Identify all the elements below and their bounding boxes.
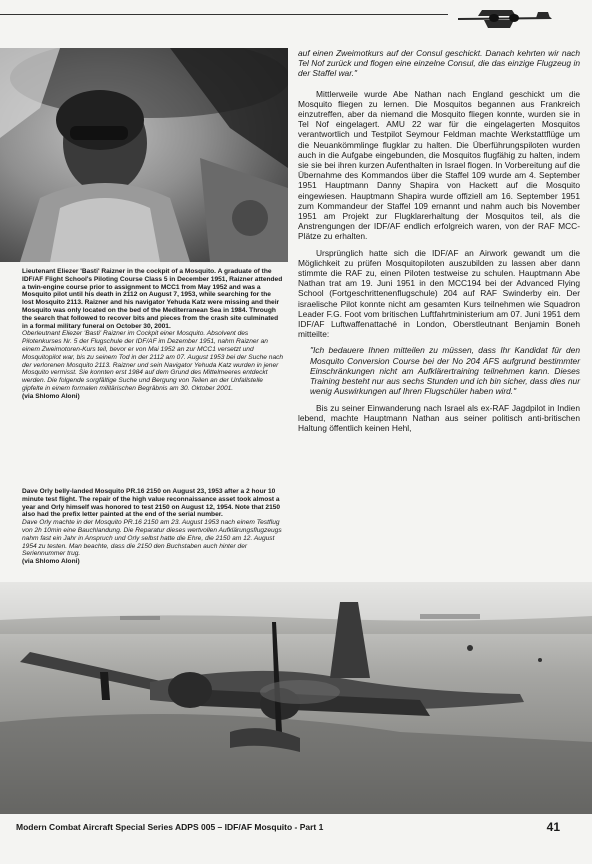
cockpit-portrait-photo bbox=[0, 48, 288, 262]
mosquito-silhouette-icon bbox=[454, 2, 556, 34]
photo-credit: (via Shlomo Aloni) bbox=[22, 558, 80, 566]
article-paragraph: Mittlerweile wurde Abe Nathan nach England geschickt um die Mosquito fliegen zu lernen. Die Mosquitos begannen aus Frankreich einzutreffen, aber da niemand die Mosquito fliegen konnte, wurden sie in Tel Nof eingelagert. AMU 22 war für die eingelagerten Mosquitos verantwortlich und Testpilot Seymour Feldman machte Werkstattflüge um die Neuankömmlinge flugklar zu halten. Die Überführungspiloten wurden auch in die Aufgabe eingebunden, die Mosquitos flugfähig zu halten, indem sie sie bei ihren kurzen Aufenthalten in Israel flogen. In Vorbereitung auf die Übernahme des Kommandos über die Staffel 109 wurde am 4. September 1951 Hauptmann Danny Shapira von Hackett auf die Mosquito eingewiesen. Hauptmann Shapira wurde offiziell am 16. September 1951 zum Kommandeur der Staffel 109 ernannt und nahm auch bis November 1951 am Projekt zur Flugklarerhaltung der Mosquitos teil, als die Anstrengungen der IDF/AF endlich erfolgreich waren, von der RAF MCC-Plätze zu erhalten. bbox=[298, 88, 580, 242]
article-text-column bbox=[298, 48, 580, 439]
caption-english: Dave Orly belly-landed Mosquito PR.16 2150 on August 23, 1953 after a 2 hour 10 minute test flight. The repair of the high value reconnaissance asset took almost a year and Orly himself was honored to test 2150 on August 12, 1954. Note that 2150 also had the prefix letter painted at the end of the serial number. bbox=[22, 488, 281, 519]
series-footer-title: Modern Combat Aircraft Special Series ADPS 005 – IDF/AF Mosquito - Part 1 bbox=[16, 822, 324, 832]
article-paragraph: Ursprünglich hatte sich die IDF/AF an Airwork gewandt um die Möglichkeit zu prüfen Mosquitopiloten auszubilden zu lassen aber dann stimmte die RAF zu, einen Piloten testweise zu schulen. Hauptmann Abe Nathan trat am 19. Juni 1951 in den MCC194 bei der Advanced Flying School (Fortgeschrittenenflugschule) 204 auf RAF Swinderby ein. Der israelische Pilot konnte nicht am gesamten Kurs teilnehmen wie Squadron Leader F.G. Foot vom britischen Luftfahrtministerium am 07. Juni 1951 dem IDF/AF Luftwaffenattaché in London, Oberstleutnant Benjamin Boneh mitteilte: bbox=[298, 247, 580, 340]
article-paragraph: Bis zu seiner Einwanderung nach Israel als ex-RAF Jagdpilot in Indien lebend, machte Hauptmann Nathan aus seiner politisch anti-britischen Haltung öffentlich keinen Hehl, bbox=[298, 402, 580, 433]
caption-english: Lieutenant Eliezer 'Basti' Raizner in the cockpit of a Mosquito. A graduate of the IDF/AF Flight School's Piloting Course Class 5 in December 1951, Raizner attended a twin-engine course prior to assignment to MCC1 from May 1952 and was a Mosquito pilot until his death in 2112 on August 7, 1953, while searching for the lost Mosquito 2113. Raizner and his navigator Yehuda Katz were missing and their Mosquito was only located on the bed of the Mediterranean Sea in 1984. Through the search that followed to recover bits and pieces from the crash site culminated in a formal military funeral on October 30, 2001. bbox=[22, 268, 283, 330]
caption-german: Oberleutnant Eliezer 'Basti' Raizner im Cockpit einer Mosquito. Absolvent des Pilotenkurses Nr. 5 der Flugschule der IDF/AF im Dezember 1951, nahm Raizner an einem Zweimotoren-Kurs teil, bevor er von Mai 1952 an zur MCC1 versetzt und Mosquitopilot war, bis zu seinem Tod in der 2112 am 07. August 1953 bei der Suche nach der verlorenen Mosquito 2113. Raizner und sein Navigator Yehuda Katz wurden in jener Mosquito vermisst. Sie konnten erst 1984 auf dem Grund des Mittelmeeres entdeckt werden. Die folgende sorgfältige Suche und Bergung von Teilen an der Unfallstelle gipfelte in einem formalen militärischen Begräbnis am 30. Oktober 2001. bbox=[22, 330, 284, 392]
article-quote: "Ich bedauere Ihnen mitteilen zu müssen, dass Ihr Kandidat für den Mosquito Conversion Course bei der No 204 AFS aufgrund bestimmter Einschränkungen nicht am Aufklärertraining teilnehmen kann. Dieses Training besteht nur aus sechs Stunden und ich bin sicher, dass dies nur wenig Auswirkungen auf Ihren Flugschüler haben wird." bbox=[310, 345, 580, 397]
cockpit-photo-caption bbox=[22, 268, 284, 401]
article-paragraph: auf einen Zweimotkurs auf der Consul geschickt. Danach kehrten wir nach Tel Nof zurück und flogen eine einzelne Consul, die das einzige Flugzeug in der Staffel war." bbox=[298, 48, 580, 79]
belly-landing-photo-caption bbox=[22, 488, 284, 566]
photo-credit: (via Shlomo Aloni) bbox=[22, 392, 80, 400]
header-rule bbox=[0, 14, 448, 15]
caption-german: Dave Orly machte in der Mosquito PR.16 2150 am 23. August 1953 nach einem Testflug von 2h 10min eine Bauchlandung. Die Reparatur dieses wertvollen Aufklärungsflugzeugs nahm fast ein Jahr in Anspruch und Orly selbst hatte die Ehre, die 2150 am 12. August 1954 zu testen. Man beachte, dass die 2150 den Buchstaben auch hinter der Seriennummer trug. bbox=[22, 519, 282, 558]
belly-landed-mosquito-photo bbox=[0, 582, 592, 814]
page-number: 41 bbox=[546, 820, 560, 834]
